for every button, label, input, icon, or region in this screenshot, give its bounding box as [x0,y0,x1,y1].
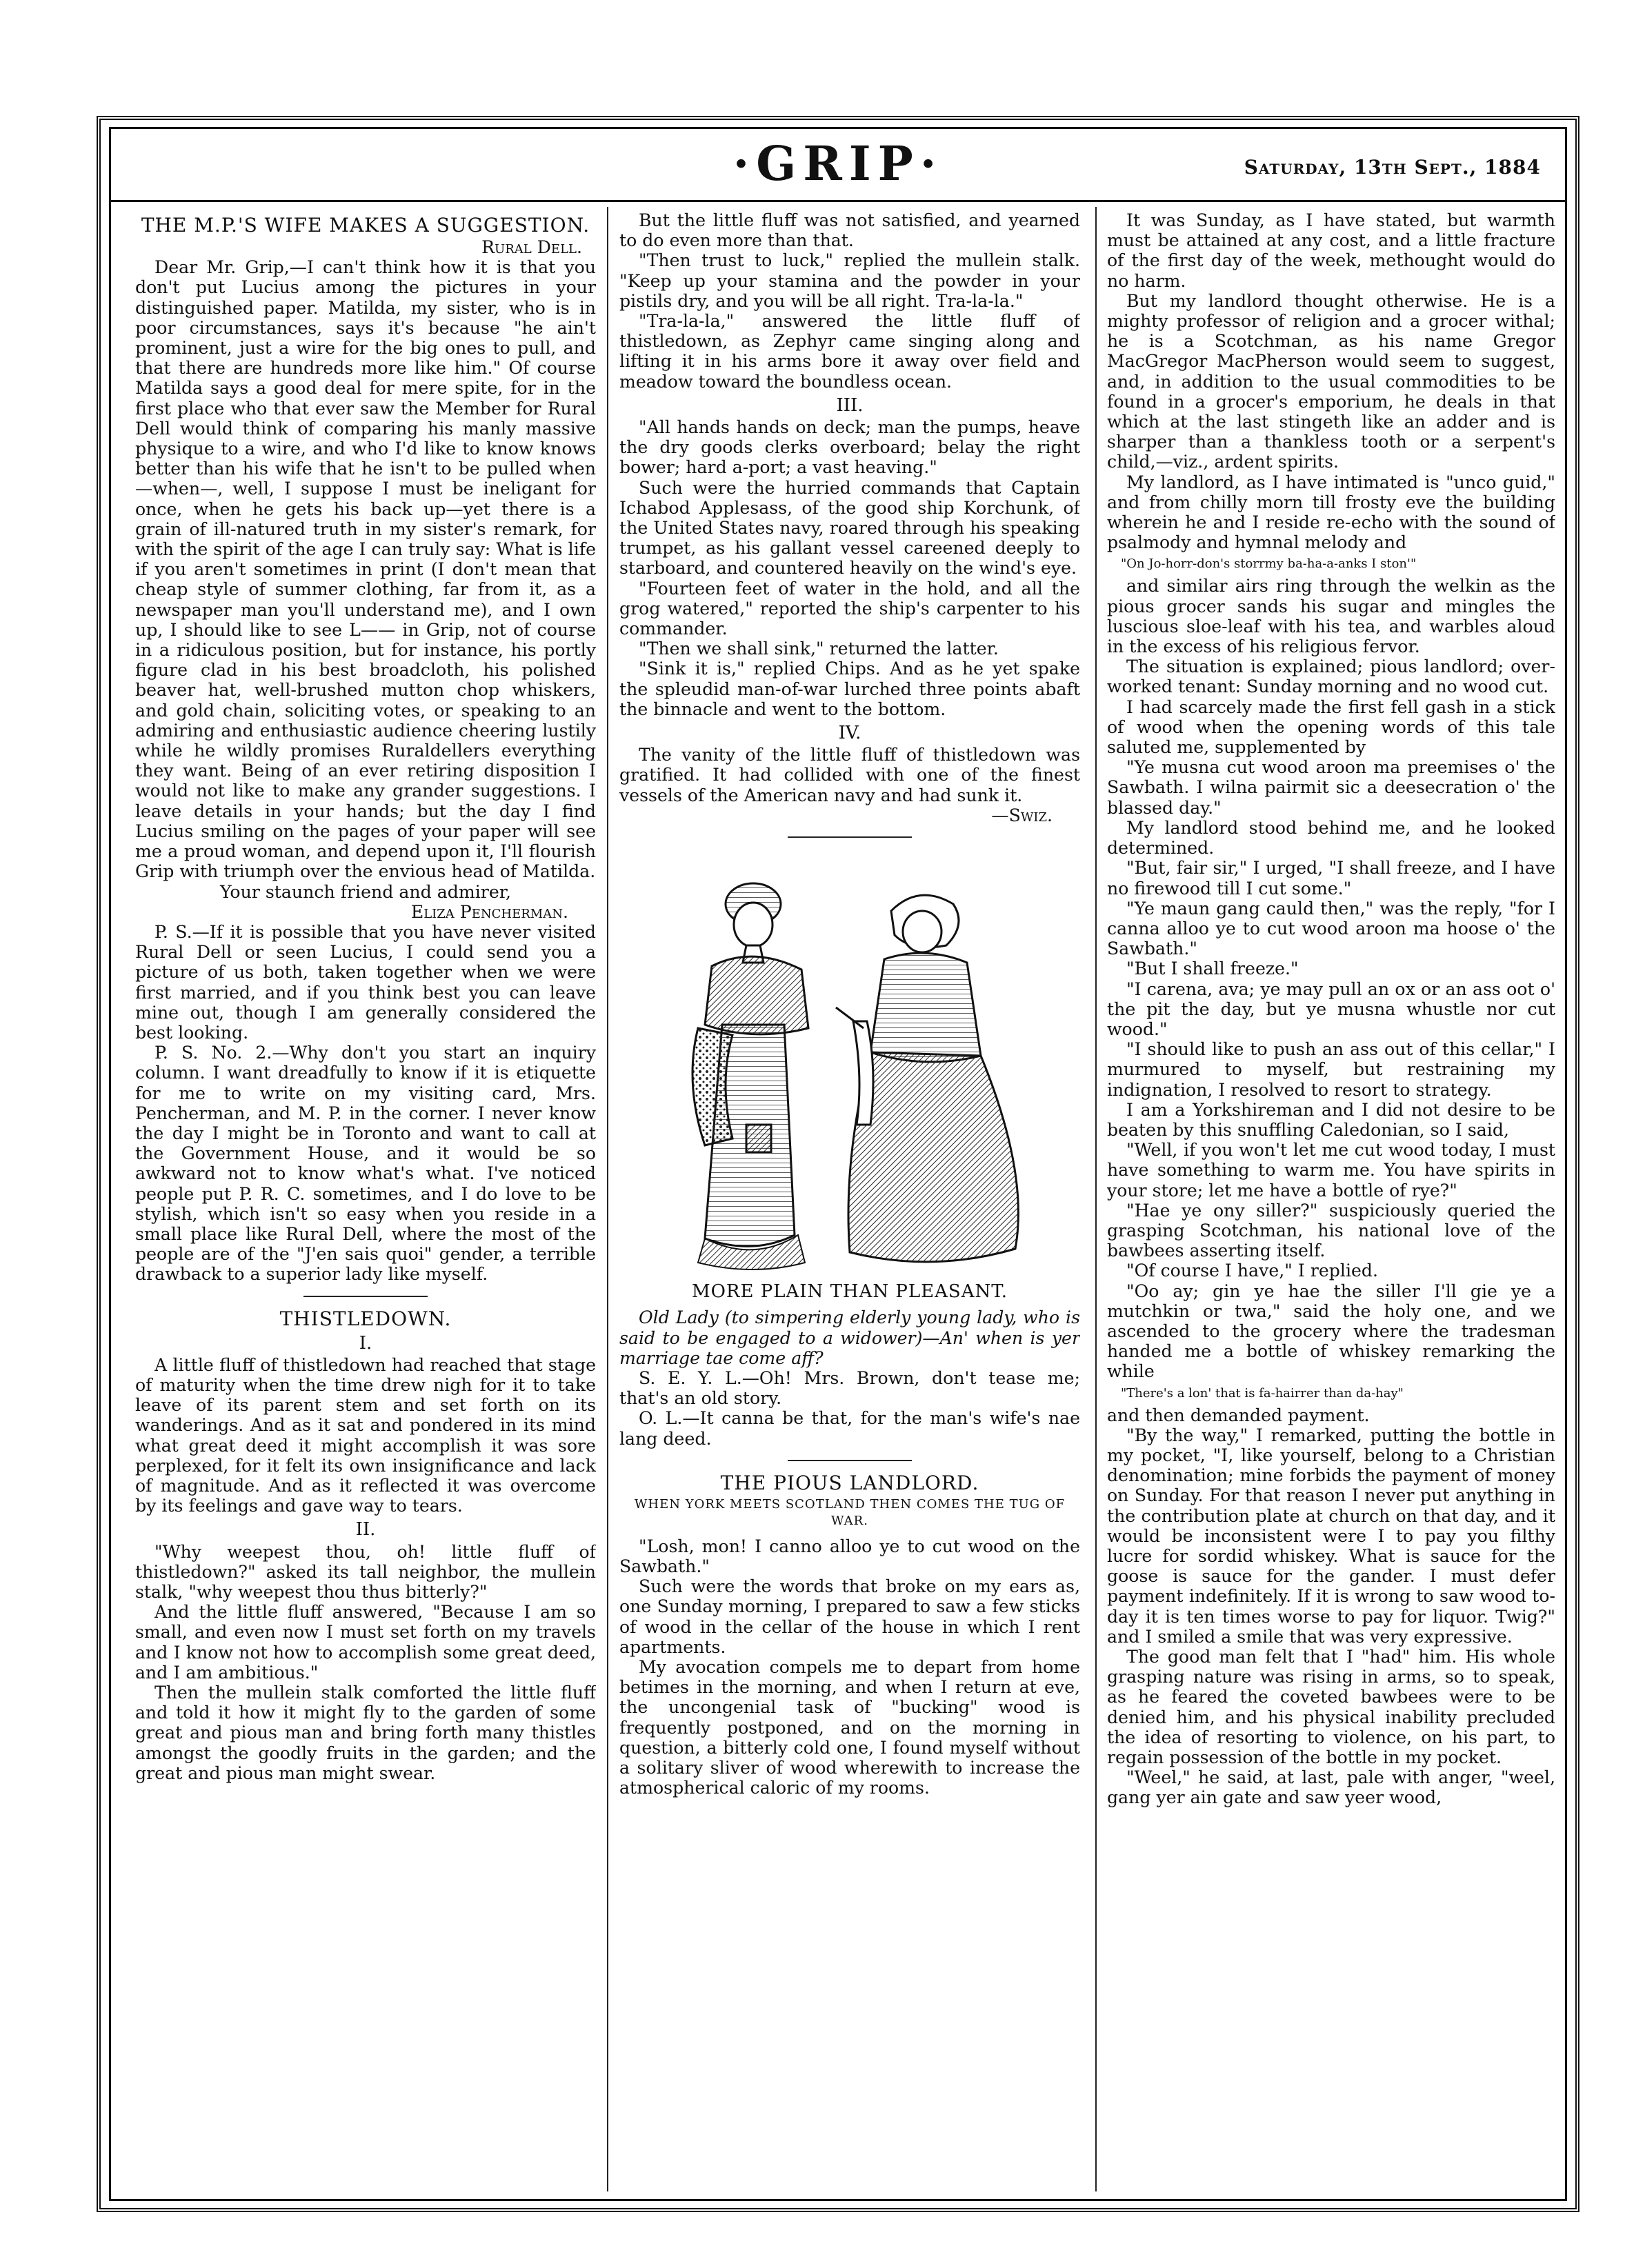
masthead-title: ·GRIP· [732,137,944,192]
section-number: IV. [838,723,861,744]
paragraph: "Oo ay; gin ye hae the siller I'll gie ye a mutchkin or twa," said the holy one, and we ascended to the grocery where the tradesman handed me a bottle of whiskey remarking the while [1107,1281,1555,1382]
article-headline: THISTLEDOWN. [279,1307,452,1330]
paragraph: But my landlord thought otherwise. He is a mighty professor of religion and a grocer withal; he is a Scotchman, as his name Gregor MacGregor MacPherson would seem to suggest, and, in addition to the usual commodities to be found in a grocer's emporium, he deals in that which at the last stingeth like an adder and is sharper than a thankless tooth or a serpent's child,—viz., ardent spirits. [1107,290,1555,472]
paragraph: "Tra-la-la," answered the little fluff of thistledown, as Zephyr came singing along and lifting it in his arms bore it away over field and meadow toward the boundless ocean. [619,311,1080,392]
section-number: III. [836,394,864,416]
old-lady-figure [836,895,1018,1262]
paragraph: P. S. No. 2.—Why don't you start an inquiry column. I want dreadfully to know if it is etiquette for me to write on my visiting card, Mrs. Pencherman, and M. P. in the corner. I never know the day I might be in Toronto and want to call at the Government House, and it would be so awkward not to know what's what. I've noticed people put P. R. C. sometimes, and I do love to be stylish, which isn't so easy when you reside in a small place like Rural Dell, where the most of the people are of the "J'en sais quoi" gender, a terrible drawback to a superior lady like myself. [135,1043,596,1285]
column-2 [619,210,1080,2189]
paragraph: "Losh, mon! I canno alloo ye to cut wood on the Sawbath." [619,1536,1080,1576]
paragraph: "Why weepest thou, oh! little fluff of thistledown?" asked its tall neighbor, the mullein stalk, "why weepest thou thus bitterly?" [135,1541,596,1602]
paragraph: My avocation compels me to depart from home betimes in the morning, and when I return at eve, the uncongenial task of "bucking" wood is frequently postponed, and on the morning in question, a bitterly cold one, I found myself without a solitary sliver of wood wherewith to increase the atmospherical caloric of my rooms. [619,1656,1080,1798]
column-3 [1107,210,1555,2189]
song-line: "On Jo-horr-don's storrmy ba-ha-a-anks I ston'" [1121,556,1417,572]
paragraph: "Then trust to luck," replied the mullein stalk. "Keep up your stamina and the powder in your pistils dry, and you will be all right. Tra-la-la." [619,250,1080,311]
paragraph: "Of course I have," I replied. [1126,1261,1379,1281]
column-rule [607,207,608,2191]
paragraph: "Weel," he said, at last, pale with anger, "weel, gang yer ain gate and saw yeer wood, [1107,1767,1555,1808]
paragraph: and then demanded payment. [1107,1405,1370,1425]
paragraph: I had scarcely made the first fell gash in a stick of wood when the opening words of this tale saluted me, supplemented by [1107,696,1555,758]
paragraph: P. S.—If it is possible that you have never visited Rural Dell or seen Lucius, I could send you a picture of us both, taken together when we were first married, and if you think best you can leave mine out, though I am generally considered the best looking. [135,921,596,1043]
section-divider [788,1460,912,1461]
paragraph: But the little fluff was not satisfied, and yearned to do even more than that. [619,210,1080,251]
paragraph: My landlord stood behind me, and he looked determined. [1107,817,1555,859]
young-lady-figure [692,883,808,1270]
signature: —Swiz. [991,805,1053,825]
paragraph: It was Sunday, as I have stated, but warmth must be attained at any cost, and a little fracture of the first day of the week, methought would do no harm. [1107,210,1555,291]
paragraph: Dear Mr. Grip,—I can't think how it is that you don't put Lucius among the pictures in your distinguished paper. Matilda, my sister, who is in poor circumstances, says it's because "he ain't prominent, just a wire for the big ones to pull, and that there are hundreds more like him." Of course Matilda says a good deal for mere spite, for in the first place who that ever saw the Member for Rural Dell would think of comparing his manly massive physique to a wire, and who I'd like to know knows better than his wife that he isn't to be pulled when—when—, well, I suppose I must be ineligant for once, when he gets his back up—yet there is a grain of ill-natured truth in my sister's remark, for with the spirit of the age I can truly say: What is life if you aren't sometimes in print (I don't mean that cheap style of summer clothing, far from it, as a newspaper man you'll understand me), and I own up, I should like to see L—— in Grip, not of course in a ridiculous position, but for instance, his portly figure clad in his best broadcloth, his polished beaver hat, well-brushed mutton chop whiskers, and gold chain, soliciting votes, or speaking to an admiring and enthusiastic audience cheering lustily while he wildly promises Ruraldellers everything they want. Being of an ever retiring disposition I would not like to make any grander suggestions. I leave details in your hands; but the day I find Lucius smiling on the pages of your paper will see me a proud woman, and depend upon it, I'll flourish Grip with triumph over the envious head of Matilda. [135,257,596,882]
paragraph: "I carena, ava; ye may pull an ox or an ass oot o' the pit the day, but ye musna whustle nor cut wood." [1107,979,1555,1039]
dateline: Rural Dell. [481,237,582,257]
issue-date: Saturday, 13th Sept., 1884 [1244,156,1541,179]
signature: Eliza Pencherman. [410,901,568,922]
paragraph: and similar airs ring through the welkin as the pious grocer sands his sugar and mingles the luscious sloe-leaf with his tea, and warbles aloud in the excess of his religious fervor. [1107,576,1555,657]
paragraph: My landlord, as I have intimated is "unco guid," and from chilly morn till frosty eve the building wherein he and I reside re-echo with the sound of psalmody and hymnal melody and [1107,472,1555,553]
paragraph: A little fluff of thistledown had reached that stage of maturity when the time drew nigh for it to take leave of its parent stem and set forth on its wanderings. And as it sat and pondered in its mind what great deed it might accomplish it was sore perplexed, for it felt its own insignificance and lack of magnitude. And as it reflected it was overcome by its feelings and gave way to tears. [135,1354,596,1516]
article-headline: THE PIOUS LANDLORD. [720,1471,979,1494]
paragraph: "Fourteen feet of water in the hold, and all the grog watered," reported the ship's carpenter to his commander. [619,578,1080,639]
paragraph: And the little fluff answered, "Because I am so small, and even now I must set forth on my travels and I know not how to accomplish some great deed, and I am ambitious." [135,1602,596,1683]
paragraph: Such were the words that broke on my ears as, one Sunday morning, I prepared to saw a few sticks of wood in the cellar of the house in which I rent apartments. [619,1576,1080,1657]
paragraph: "Ye musna cut wood aroon ma preemises o' the Sawbath. I wilna pairmit sic a deesecration o' the blassed day." [1107,757,1555,818]
dialogue-line: O. L.—It canna be that, for the man's wife's nae lang deed. [619,1408,1080,1449]
song-line: "There's a lon' that is fa-hairrer than da-hay" [1121,1385,1404,1401]
paragraph: "All hands hands on deck; man the pumps, heave the dry goods clerks overboard; belay the right bower; hard a-port; a vast heaving." [619,417,1080,478]
paragraph: "But I shall freeze." [1126,959,1299,979]
paragraph: The good man felt that I "had" him. His whole grasping nature was rising in arms, so to speak, as he feared the coveted bawbees were to be denied him, and his physical inability precluded the idea of resorting to violence, on his part, to regain possession of the bottle in my pocket. [1107,1647,1555,1768]
paragraph: I am a Yorkshireman and I did not desire to be beaten by this snuffling Caledonian, so I said, [1107,1099,1555,1140]
illustration-caption: MORE PLAIN THAN PLEASANT. [691,1281,1008,1303]
engraving-illustration [657,849,1043,1276]
paragraph: "By the way," I remarked, putting the bottle in my pocket, "I, like yourself, belong to a Christian denomination; mine forbids the payment of money on Sunday. For that reason I never put anything in the contribution plate at church on that day, and it would be inconsistent were I to pay you filthy lucre for sordid whiskey. What is sauce for the goose is sauce for the gander. I must defer payment indefinitely. If it is wrong to saw wood to-day it is ten times worse to pay for liquor. Twig?" and I smiled a smile that was very expressive. [1107,1425,1555,1647]
paragraph: "But, fair sir," I urged, "I shall freeze, and I have no firewood till I cut some." [1107,858,1555,899]
section-number: II. [355,1519,376,1541]
article-subheadline: WHEN YORK MEETS SCOTLAND THEN COMES THE TUG OF WAR. [634,1496,1066,1528]
dialogue-line: Old Lady (to simpering elderly young lady, who is said to be engaged to a widower)—An' when is yer marriage tae come aff? [619,1307,1080,1368]
paragraph: Then the mullein stalk comforted the little fluff and told it how it might fly to the garden of some great and pious man and bring forth many thistles amongst the goodly fruits in the garden; and the great and pious man might swear. [135,1683,596,1783]
paragraph: "I should like to push an ass out of this cellar," I murmured to myself, but restraining my indignation, I resolved to resort to strategy. [1107,1039,1555,1100]
paragraph: The vanity of the little fluff of thistledown was gratified. It had collided with one of the finest vessels of the American navy and had sunk it. [619,745,1080,805]
section-divider [303,1296,428,1297]
paragraph: "Hae ye ony siller?" suspiciously queried the grasping Scotchman, his national love of the bawbees asserting itself. [1107,1200,1555,1261]
closing: Your staunch friend and admirer, [219,881,512,902]
section-number: I. [359,1332,372,1354]
paragraph: "Well, if you won't let me cut wood today, I must have something to warm me. You have spirits in your store; let me have a bottle of rye?" [1107,1140,1555,1201]
paragraph: "Sink it is," replied Chips. And as he yet spake the spleudid man-of-war lurched three points abaft the binnacle and went to the bottom. [619,659,1080,719]
article-headline: THE M.P.'S WIFE MAKES A SUGGESTION. [141,214,590,237]
two-ladies-engraving [657,849,1043,1276]
paragraph: Such were the hurried commands that Captain Ichabod Applesass, of the good ship Korchunk, of the United States navy, roared through his speaking trumpet, as his gallant vessel careened deeply to starboard, and countered heavily on the wind's eye. [619,477,1080,579]
paragraph: "Ye maun gang cauld then," was the reply, "for I canna alloo ye to cut wood aroon ma hoose o' the Sawbath." [1107,898,1555,959]
paragraph: "Then we shall sink," returned the latter. [639,639,999,659]
column-rule [1095,207,1097,2191]
masthead [110,131,1566,202]
dialogue-line: S. E. Y. L.—Oh! Mrs. Brown, don't tease me; that's an old story. [619,1367,1080,1409]
column-1 [135,210,596,2189]
paragraph: The situation is explained; pious landlord; over-worked tenant: Sunday morning and no wood cut. [1107,656,1555,697]
section-divider [788,836,912,838]
